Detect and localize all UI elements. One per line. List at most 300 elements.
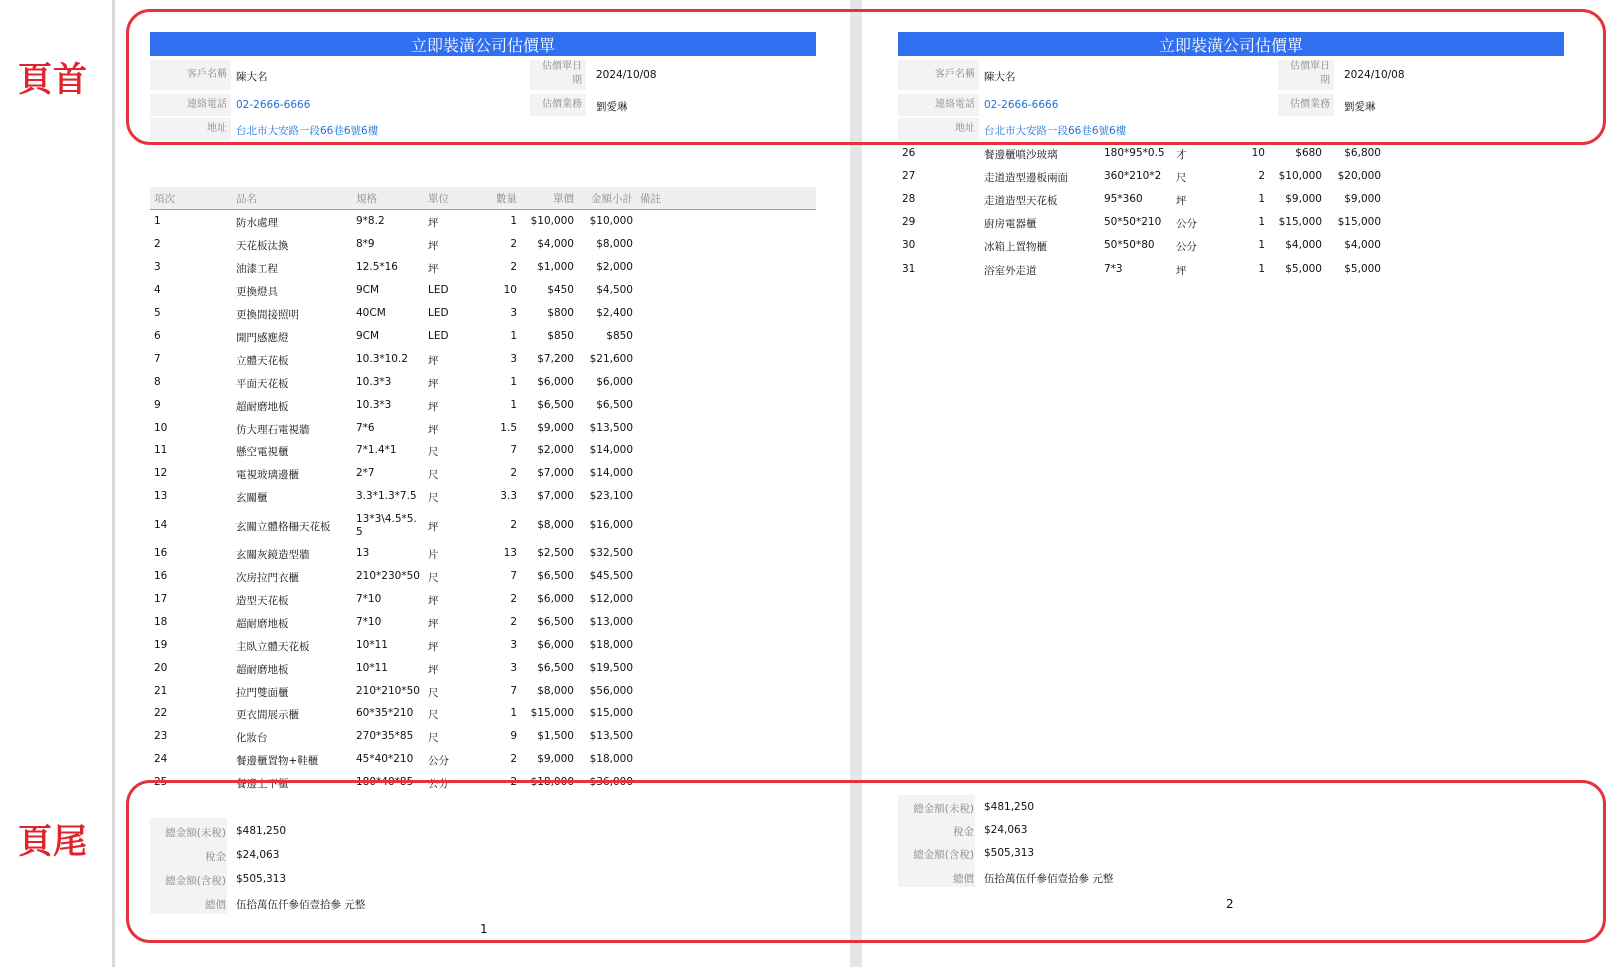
col-index: 1	[154, 215, 161, 228]
date-label: 估價單日 期	[1278, 60, 1334, 90]
phone-value: 02-2666-6666	[984, 99, 1059, 111]
table-row	[150, 463, 816, 486]
total-words-value: 伍拾萬伍仟參佰壹拾參 元整	[984, 873, 1114, 885]
col-spec: 50*50*80	[1104, 239, 1155, 252]
col-spec: 8*9	[356, 238, 375, 251]
total-words-value: 伍拾萬伍仟參佰壹拾參 元整	[236, 899, 366, 911]
tax-value: $24,063	[984, 824, 1028, 836]
table-row	[898, 165, 1564, 188]
col-unit: 坪	[428, 217, 439, 230]
col-qty: 2	[1258, 169, 1265, 182]
col-name: 懸空電視櫃	[236, 446, 289, 459]
col-unit-price: $8,000	[537, 518, 574, 531]
col-name: 開門感應燈	[236, 331, 289, 344]
col-note-header: 備註	[640, 193, 661, 205]
col-qty: 3.3	[500, 490, 517, 503]
col-index-header: 項次	[154, 193, 175, 205]
phone-label: 連絡電話	[898, 94, 979, 116]
date-label: 估價單日 期	[530, 60, 586, 90]
col-spec: 2*7	[356, 467, 375, 480]
col-spec: 40CM	[356, 307, 386, 320]
col-index: 30	[902, 239, 916, 252]
col-unit-price: $4,000	[1285, 239, 1322, 252]
col-unit: 坪	[428, 423, 439, 436]
col-unit: 尺	[428, 732, 439, 745]
col-amount: $56,000	[589, 684, 633, 697]
col-name: 玄關立體格柵天花板	[236, 520, 331, 533]
col-qty: 2	[510, 615, 517, 628]
col-unit-price: $8,000	[537, 684, 574, 697]
col-name: 走道造型天花板	[984, 194, 1058, 207]
subtotal-label: 總金額(未稅)	[913, 803, 974, 815]
col-qty: 2	[510, 776, 517, 789]
col-spec-header: 規格	[356, 193, 377, 205]
col-unit: 尺	[428, 492, 439, 505]
col-unit: 坪	[1176, 264, 1187, 277]
col-spec: 7*3	[1104, 262, 1123, 275]
col-unit-price: $9,000	[537, 753, 574, 766]
table-row	[150, 726, 816, 749]
col-unit: 尺	[428, 709, 439, 722]
col-spec: 180*95*0.5	[1104, 146, 1165, 159]
col-spec: 7*6	[356, 421, 375, 434]
col-index: 26	[902, 146, 916, 159]
tax-value: $24,063	[236, 849, 280, 861]
col-unit-price: $5,000	[1285, 262, 1322, 275]
col-spec: 10*11	[356, 661, 388, 674]
col-index: 10	[154, 421, 168, 434]
total-value: $505,313	[984, 847, 1035, 859]
table-row	[150, 703, 816, 726]
col-amount: $8,000	[596, 238, 633, 251]
col-amount: $15,000	[1337, 216, 1381, 229]
col-spec: 13*3\4.5*5. 5	[356, 512, 417, 538]
table-row	[150, 257, 816, 280]
sales-label: 估價業務	[530, 94, 586, 116]
col-unit-price: $6,000	[537, 638, 574, 651]
col-unit-price: $10,000	[1278, 169, 1322, 182]
col-unit-price: $7,200	[537, 352, 574, 365]
col-name: 超耐磨地板	[236, 663, 289, 676]
col-name-header: 品名	[236, 193, 257, 205]
table-row	[150, 211, 816, 234]
col-name: 更衣間展示櫃	[236, 709, 299, 722]
col-qty: 3	[510, 638, 517, 651]
col-amount: $14,000	[589, 444, 633, 457]
col-name: 天花板汰換	[236, 240, 289, 253]
col-index: 20	[154, 661, 168, 674]
table-row	[150, 566, 816, 589]
col-spec: 10.3*3	[356, 375, 392, 388]
col-name: 餐邊櫃噴沙玻璃	[984, 148, 1058, 161]
col-spec: 210*230*50	[356, 570, 420, 583]
col-unit-price: $1,000	[537, 261, 574, 274]
address-value: 台北市大安路一段66巷6號6樓	[236, 125, 379, 137]
quote-title: 立即裝潢公司估價單	[150, 32, 816, 56]
col-name: 超耐磨地板	[236, 617, 289, 630]
col-unit-price: $680	[1295, 146, 1322, 159]
col-spec: 7*10	[356, 615, 382, 628]
col-amount: $19,500	[589, 661, 633, 674]
col-index: 29	[902, 216, 916, 229]
address-label: 地址	[150, 118, 231, 140]
col-unit: 公分	[428, 778, 449, 791]
col-name: 平面天花板	[236, 377, 289, 390]
col-amount: $6,800	[1344, 146, 1381, 159]
col-index: 4	[154, 284, 161, 297]
quote-date: 2024/10/08	[1344, 69, 1405, 81]
col-qty: 1	[510, 707, 517, 720]
col-spec: 7*10	[356, 592, 382, 605]
table-row	[150, 371, 816, 394]
table-row	[150, 440, 816, 463]
col-name: 立體天花板	[236, 354, 289, 367]
col-unit-price: $15,000	[1278, 216, 1322, 229]
table-row	[150, 749, 816, 772]
col-index: 16	[154, 570, 168, 583]
col-index: 2	[154, 238, 161, 251]
total-label: 總金額(含稅)	[913, 849, 974, 861]
table-row	[898, 212, 1564, 235]
col-name: 玄關櫃	[236, 492, 268, 505]
col-unit: LED	[428, 329, 449, 342]
table-row	[898, 142, 1564, 165]
col-name: 走道造型邊板兩面	[984, 171, 1068, 184]
col-amount: $14,000	[589, 467, 633, 480]
quote-title-page-2: 立即裝潢公司估價單	[898, 32, 1564, 56]
col-spec: 12.5*16	[356, 261, 398, 274]
col-amount: $4,500	[596, 284, 633, 297]
col-spec: 270*35*85	[356, 730, 414, 743]
col-spec: 210*210*50	[356, 684, 420, 697]
col-qty-header: 數量	[496, 193, 517, 205]
col-index: 19	[154, 638, 168, 651]
table-row	[898, 258, 1564, 281]
col-unit: 坪	[428, 520, 439, 533]
tax-label: 稅金	[205, 851, 226, 863]
customer-name: 陳大名	[984, 71, 1016, 83]
col-amount: $2,400	[596, 307, 633, 320]
col-amount: $13,000	[589, 615, 633, 628]
col-unit: 坪	[428, 377, 439, 390]
col-qty: 7	[510, 570, 517, 583]
col-qty: 2	[510, 592, 517, 605]
col-unit-price: $6,500	[537, 615, 574, 628]
col-unit-price: $6,500	[537, 661, 574, 674]
col-index: 9	[154, 398, 161, 411]
phone-label: 連絡電話	[150, 94, 231, 116]
col-name: 餐邊上下櫃	[236, 778, 289, 791]
col-spec: 9CM	[356, 329, 380, 342]
col-spec: 10.3*3	[356, 398, 392, 411]
col-spec: 10*11	[356, 638, 388, 651]
col-amount: $4,000	[1344, 239, 1381, 252]
total-words-label: 總價	[205, 899, 226, 911]
col-unit-price: $9,000	[1285, 192, 1322, 205]
tax-label: 稅金	[953, 826, 974, 838]
subtotal-label: 總金額(未稅)	[165, 827, 226, 839]
col-unit-price: $2,000	[537, 444, 574, 457]
col-qty: 1	[510, 375, 517, 388]
col-amount: $6,500	[596, 398, 633, 411]
col-amount: $6,000	[596, 375, 633, 388]
col-unit-price: $7,000	[537, 490, 574, 503]
table-row	[150, 634, 816, 657]
col-qty: 1	[1258, 262, 1265, 275]
table-row	[150, 543, 816, 566]
address-label: 地址	[898, 118, 979, 140]
col-index: 31	[902, 262, 916, 275]
sales-name: 劉愛琳	[596, 101, 628, 113]
col-name: 油漆工程	[236, 263, 278, 276]
col-name: 浴室外走道	[984, 264, 1037, 277]
table-row	[150, 303, 816, 326]
col-unit: 坪	[428, 400, 439, 413]
col-unit: 坪	[428, 617, 439, 630]
col-qty: 1.5	[500, 421, 517, 434]
table-row	[898, 235, 1564, 258]
table-row	[150, 680, 816, 703]
col-amount: $32,500	[589, 547, 633, 560]
col-qty: 1	[1258, 239, 1265, 252]
col-unit: LED	[428, 284, 449, 297]
col-index: 12	[154, 467, 168, 480]
col-index: 23	[154, 730, 168, 743]
col-index: 11	[154, 444, 168, 457]
col-spec: 45*40*210	[356, 753, 414, 766]
col-amount: $45,500	[589, 570, 633, 583]
col-unit: 公分	[1176, 218, 1197, 231]
col-spec: 13	[356, 547, 370, 560]
col-qty: 1	[510, 215, 517, 228]
col-amount: $850	[606, 329, 633, 342]
col-name: 冰箱上置物櫃	[984, 241, 1047, 254]
table-row	[150, 486, 816, 509]
col-qty: 7	[510, 684, 517, 697]
col-unit: 坪	[428, 263, 439, 276]
col-qty: 1	[1258, 216, 1265, 229]
col-spec: 60*35*210	[356, 707, 414, 720]
subtotal-value: $481,250	[984, 801, 1035, 813]
col-spec: 3.3*1.3*7.5	[356, 490, 417, 503]
col-spec: 9CM	[356, 284, 380, 297]
col-index: 16	[154, 547, 168, 560]
col-unit: 尺	[428, 572, 439, 585]
col-unit-price: $850	[547, 329, 574, 342]
col-unit: 坪	[428, 640, 439, 653]
col-unit-price: $6,500	[537, 570, 574, 583]
col-unit: 公分	[1176, 241, 1197, 254]
customer-label: 客戶名稱	[898, 60, 979, 90]
col-unit: 坪	[428, 354, 439, 367]
col-index: 5	[154, 307, 161, 320]
col-index: 7	[154, 352, 161, 365]
footer-annotation-label: 頁尾	[18, 822, 88, 862]
col-index: 25	[154, 776, 168, 789]
col-qty: 1	[510, 329, 517, 342]
col-amount: $10,000	[589, 215, 633, 228]
col-name: 造型天花板	[236, 594, 289, 607]
col-qty: 9	[510, 730, 517, 743]
col-name: 仿大理石電視牆	[236, 423, 310, 436]
total-value: $505,313	[236, 873, 287, 885]
col-index: 21	[154, 684, 168, 697]
col-name: 更換燈具	[236, 286, 278, 299]
col-unit-price: $800	[547, 307, 574, 320]
col-amount: $23,100	[589, 490, 633, 503]
col-amount: $13,500	[589, 421, 633, 434]
col-qty: 1	[1258, 192, 1265, 205]
table-row	[150, 326, 816, 349]
col-spec: 7*1.4*1	[356, 444, 397, 457]
col-unit: 尺	[428, 446, 439, 459]
header-annotation-label: 頁首	[18, 60, 88, 100]
col-amount: $20,000	[1337, 169, 1381, 182]
col-spec: 10.3*10.2	[356, 352, 409, 365]
col-unit-price: $2,500	[537, 547, 574, 560]
col-index: 14	[154, 518, 168, 531]
items-table-header	[150, 187, 816, 210]
col-index: 22	[154, 707, 168, 720]
col-index: 24	[154, 753, 168, 766]
col-unit-price: $7,000	[537, 467, 574, 480]
col-amount: $15,000	[589, 707, 633, 720]
col-spec: 9*8.2	[356, 215, 385, 228]
address-value: 台北市大安路一段66巷6號6樓	[984, 125, 1127, 137]
col-unit-price-header: 單價	[553, 193, 574, 205]
col-spec: 180*40*85	[356, 776, 414, 789]
col-name: 防水處理	[236, 217, 278, 230]
col-qty: 10	[503, 284, 517, 297]
col-qty: 3	[510, 352, 517, 365]
col-unit: 片	[428, 549, 439, 562]
col-amount: $21,600	[589, 352, 633, 365]
col-index: 28	[902, 192, 916, 205]
col-amount: $2,000	[596, 261, 633, 274]
col-qty: 3	[510, 307, 517, 320]
col-qty: 2	[510, 467, 517, 480]
col-spec: 360*210*2	[1104, 169, 1162, 182]
col-unit-price: $9,000	[537, 421, 574, 434]
col-unit-price: $4,000	[537, 238, 574, 251]
col-index: 6	[154, 329, 161, 342]
table-row	[150, 657, 816, 680]
col-name: 次房拉門衣櫃	[236, 572, 299, 585]
col-spec: 50*50*210	[1104, 216, 1162, 229]
total-words-label: 總價	[953, 873, 974, 885]
col-unit: 才	[1176, 148, 1187, 161]
col-name: 餐邊櫃置物+鞋櫃	[236, 755, 319, 768]
customer-label: 客戶名稱	[150, 60, 231, 90]
col-unit: 坪	[428, 594, 439, 607]
quote-date: 2024/10/08	[596, 69, 657, 81]
col-unit-header: 單位	[428, 193, 449, 205]
col-name: 更換間接照明	[236, 309, 299, 322]
subtotal-value: $481,250	[236, 825, 287, 837]
sales-name: 劉愛琳	[1344, 101, 1376, 113]
col-unit-price: $10,000	[530, 215, 574, 228]
col-index: 13	[154, 490, 168, 503]
col-qty: 2	[510, 753, 517, 766]
col-unit: 尺	[428, 686, 439, 699]
col-unit-price: $6,500	[537, 398, 574, 411]
table-row	[150, 280, 816, 303]
col-name: 廚房電器櫃	[984, 218, 1037, 231]
col-qty: 10	[1251, 146, 1265, 159]
col-unit-price: $1,500	[537, 730, 574, 743]
col-amount: $13,500	[589, 730, 633, 743]
table-row	[150, 509, 816, 543]
col-unit: 坪	[428, 663, 439, 676]
col-unit: 公分	[428, 755, 449, 768]
total-label: 總金額(含稅)	[165, 875, 226, 887]
col-qty: 2	[510, 238, 517, 251]
table-row	[150, 611, 816, 634]
col-index: 27	[902, 169, 916, 182]
page-number-1: 1	[480, 922, 488, 936]
col-amount: $36,000	[589, 776, 633, 789]
col-unit-price: $15,000	[530, 707, 574, 720]
col-name: 電視玻璃邊櫃	[236, 469, 299, 482]
page-number-2: 2	[1226, 897, 1234, 911]
col-unit-price: $6,000	[537, 592, 574, 605]
table-row	[150, 234, 816, 257]
col-index: 3	[154, 261, 161, 274]
col-index: 17	[154, 592, 168, 605]
table-row	[150, 589, 816, 612]
col-unit-price: $450	[547, 284, 574, 297]
col-unit: 尺	[428, 469, 439, 482]
col-index: 8	[154, 375, 161, 388]
col-unit: 尺	[1176, 171, 1187, 184]
footer-highlight-frame	[126, 780, 1606, 943]
col-name: 拉門雙面櫃	[236, 686, 289, 699]
col-unit: 坪	[1176, 194, 1187, 207]
col-qty: 2	[510, 518, 517, 531]
col-qty: 1	[510, 398, 517, 411]
col-name: 玄關灰鏡造型牆	[236, 549, 310, 562]
col-amount: $16,000	[589, 518, 633, 531]
customer-name: 陳大名	[236, 71, 268, 83]
col-amount: $18,000	[589, 753, 633, 766]
table-row	[898, 188, 1564, 211]
col-index: 18	[154, 615, 168, 628]
header-highlight-frame	[126, 9, 1606, 145]
table-row	[150, 394, 816, 417]
col-qty: 2	[510, 261, 517, 274]
col-name: 超耐磨地板	[236, 400, 289, 413]
col-amount: $12,000	[589, 592, 633, 605]
sales-label: 估價業務	[1278, 94, 1334, 116]
col-unit-price: $18,000	[530, 776, 574, 789]
col-name: 主臥立體天花板	[236, 640, 310, 653]
col-qty: 7	[510, 444, 517, 457]
col-unit: 坪	[428, 240, 439, 253]
col-unit: LED	[428, 307, 449, 320]
col-amount: $5,000	[1344, 262, 1381, 275]
col-amount: $9,000	[1344, 192, 1381, 205]
table-row	[150, 348, 816, 371]
phone-value: 02-2666-6666	[236, 99, 311, 111]
col-qty: 3	[510, 661, 517, 674]
col-amount: $18,000	[589, 638, 633, 651]
col-amount-header: 金額小計	[591, 193, 633, 205]
col-name: 化妝台	[236, 732, 268, 745]
col-unit-price: $6,000	[537, 375, 574, 388]
table-row	[150, 417, 816, 440]
col-qty: 13	[503, 547, 517, 560]
col-spec: 95*360	[1104, 192, 1143, 205]
